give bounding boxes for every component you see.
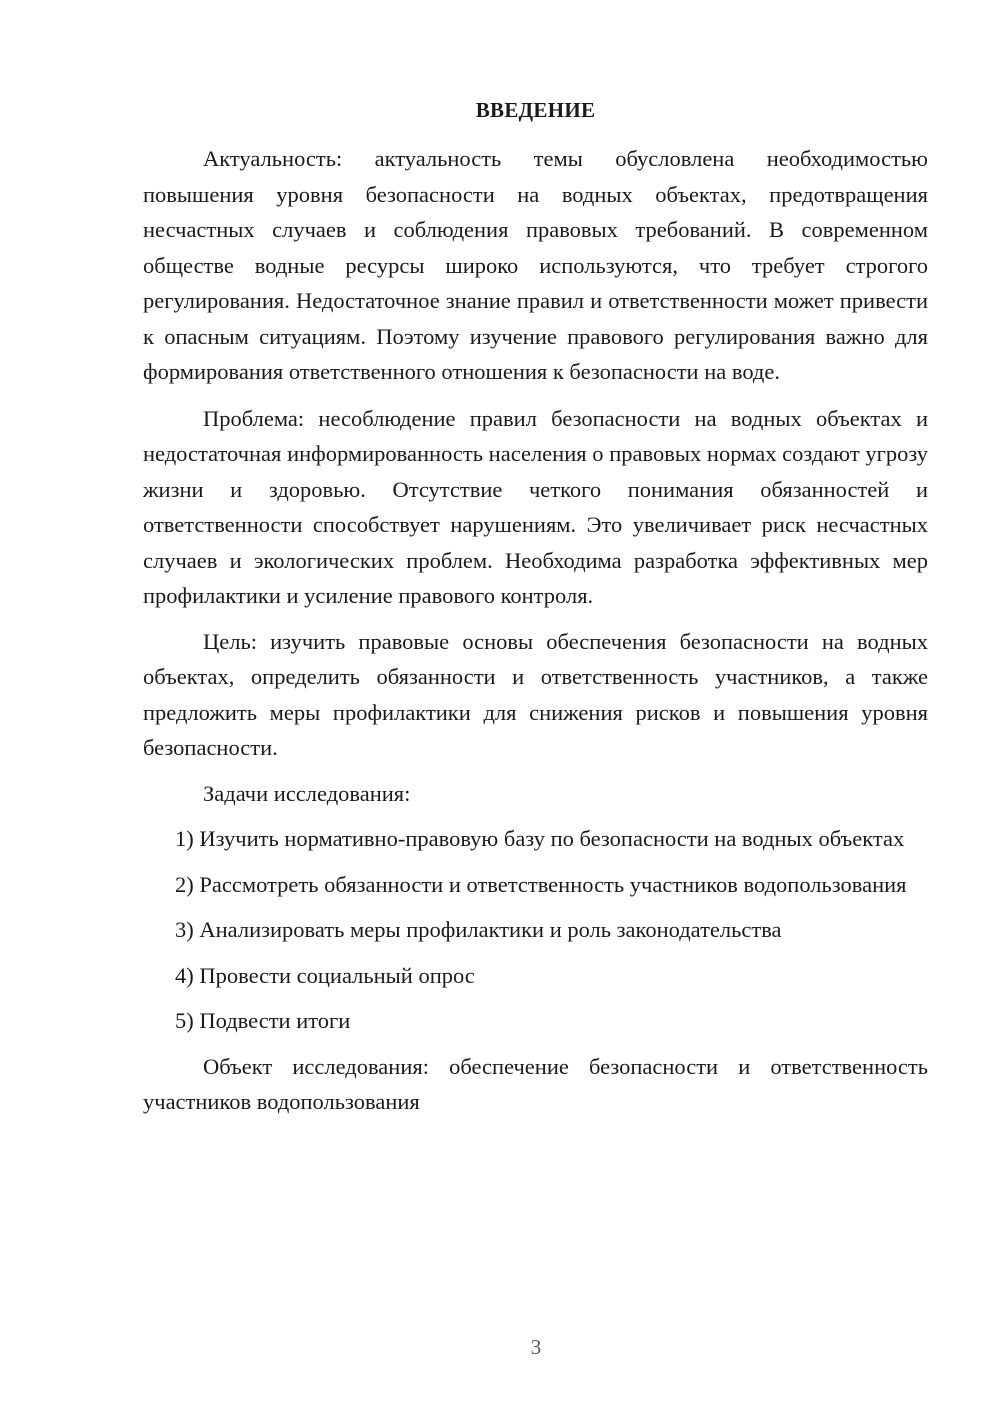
page-title: ВВЕДЕНИЕ <box>475 98 596 122</box>
task-item: 3) Анализировать меры профилактики и роль законодательства <box>175 917 782 942</box>
paragraph-problem: Проблема: несоблюдение правил безопасности на водных объектах и недостаточная информированность населения о правовых нормах создают угрозу жизни и здоровью. Отсутствие четкого понимания обязанностей и ответственности способствует нарушениям. Это увеличивает риск несчастных случаев и экологических проблем. Необходима разработка эффективных мер профилактики и усиление правового контроля. <box>143 405 928 608</box>
paragraph-object: Объект исследования: обеспечение безопасности и ответственность участников водопользования <box>143 1053 928 1114</box>
tasks-heading: Задачи исследования: <box>203 780 411 806</box>
task-item: 2) Рассмотреть обязанности и ответственность участников водопользования <box>175 871 907 897</box>
task-item: 4) Провести социальный опрос <box>175 962 475 988</box>
task-item: 5) Подвести итоги <box>175 1008 351 1033</box>
page-number: 3 <box>530 1335 542 1359</box>
paragraph-goal: Цель: изучить правовые основы обеспечения безопасности на водных объектах, определить обязанности и ответственность участников, а также предложить меры профилактики для снижения рисков и повышения уровня безопасности. <box>143 628 928 760</box>
task-item: 1) Изучить нормативно-правовую базу по безопасности на водных объектах <box>175 826 905 851</box>
paragraph-relevance: Актуальность: актуальность темы обусловлена необходимостью повышения уровня безопасности на водных объектах, предотвращения несчастных случаев и соблюдения правовых требований. В современном обществе водные ресурсы широко используются, что требует строгого регулирования. Недостаточное знание правил и ответственности может привести к опасным ситуациям. Поэтому изучение правового регулирования важно для формирования ответственного отношения к безопасности на воде. <box>143 146 928 384</box>
document-body <box>143 141 928 1120</box>
